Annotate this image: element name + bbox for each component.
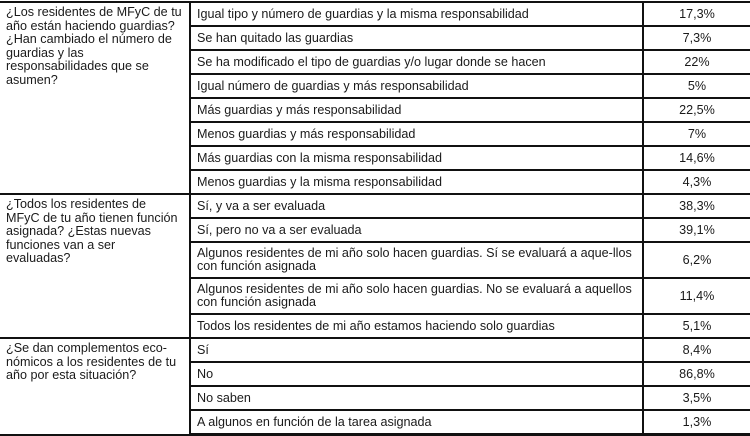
- answer-cell: Menos guardias y la misma responsabilidad: [190, 170, 643, 194]
- percent-cell: 17,3%: [643, 2, 750, 26]
- percent-cell: 5,1%: [643, 314, 750, 338]
- answer-cell: Algunos residentes de mi año solo hacen guardias. No se evaluará a aquellos con función asignada: [190, 278, 643, 314]
- percent-cell: 11,4%: [643, 278, 750, 314]
- percent-cell: 22%: [643, 50, 750, 74]
- answer-cell: A algunos en función de la tarea asignada: [190, 410, 643, 435]
- percent-cell: 86,8%: [643, 362, 750, 386]
- percent-cell: 6,2%: [643, 242, 750, 278]
- survey-results-table: [0, 1, 750, 436]
- answer-cell: Sí: [190, 338, 643, 362]
- percent-cell: 1,3%: [643, 410, 750, 435]
- answer-cell: Más guardias con la misma responsabilidad: [190, 146, 643, 170]
- answer-cell: Todos los residentes de mi año estamos haciendo solo guardias: [190, 314, 643, 338]
- answer-cell: Sí, y va a ser evaluada: [190, 194, 643, 218]
- answer-cell: No saben: [190, 386, 643, 410]
- answer-cell: Algunos residentes de mi año solo hacen guardias. Sí se evaluará a aque-llos con función asignada: [190, 242, 643, 278]
- question-cell: ¿Los residentes de MFyC de tu año están haciendo guardias? ¿Han cambiado el número de guardias y las responsabilidades que se asumen?: [0, 2, 190, 194]
- percent-cell: 8,4%: [643, 338, 750, 362]
- answer-cell: Menos guardias y más responsabilidad: [190, 122, 643, 146]
- answer-cell: No: [190, 362, 643, 386]
- answer-cell: Igual número de guardias y más responsabilidad: [190, 74, 643, 98]
- percent-cell: 4,3%: [643, 170, 750, 194]
- percent-cell: 3,5%: [643, 386, 750, 410]
- question-cell: ¿Todos los residentes de MFyC de tu año tienen función asignada? ¿Estas nuevas funciones van a ser evaluadas?: [0, 194, 190, 338]
- answer-cell: Se han quitado las guardias: [190, 26, 643, 50]
- percent-cell: 14,6%: [643, 146, 750, 170]
- answer-cell: Sí, pero no va a ser evaluada: [190, 218, 643, 242]
- answer-cell: Más guardias y más responsabilidad: [190, 98, 643, 122]
- table-row: [0, 2, 750, 26]
- table-row: [0, 338, 750, 362]
- table-row: [0, 194, 750, 218]
- percent-cell: 38,3%: [643, 194, 750, 218]
- percent-cell: 39,1%: [643, 218, 750, 242]
- percent-cell: 7%: [643, 122, 750, 146]
- percent-cell: 7,3%: [643, 26, 750, 50]
- answer-cell: Igual tipo y número de guardias y la misma responsabilidad: [190, 2, 643, 26]
- question-cell: ¿Se dan complementos eco-nómicos a los residentes de tu año por esta situación?: [0, 338, 190, 435]
- percent-cell: 22,5%: [643, 98, 750, 122]
- percent-cell: 5%: [643, 74, 750, 98]
- answer-cell: Se ha modificado el tipo de guardias y/o lugar donde se hacen: [190, 50, 643, 74]
